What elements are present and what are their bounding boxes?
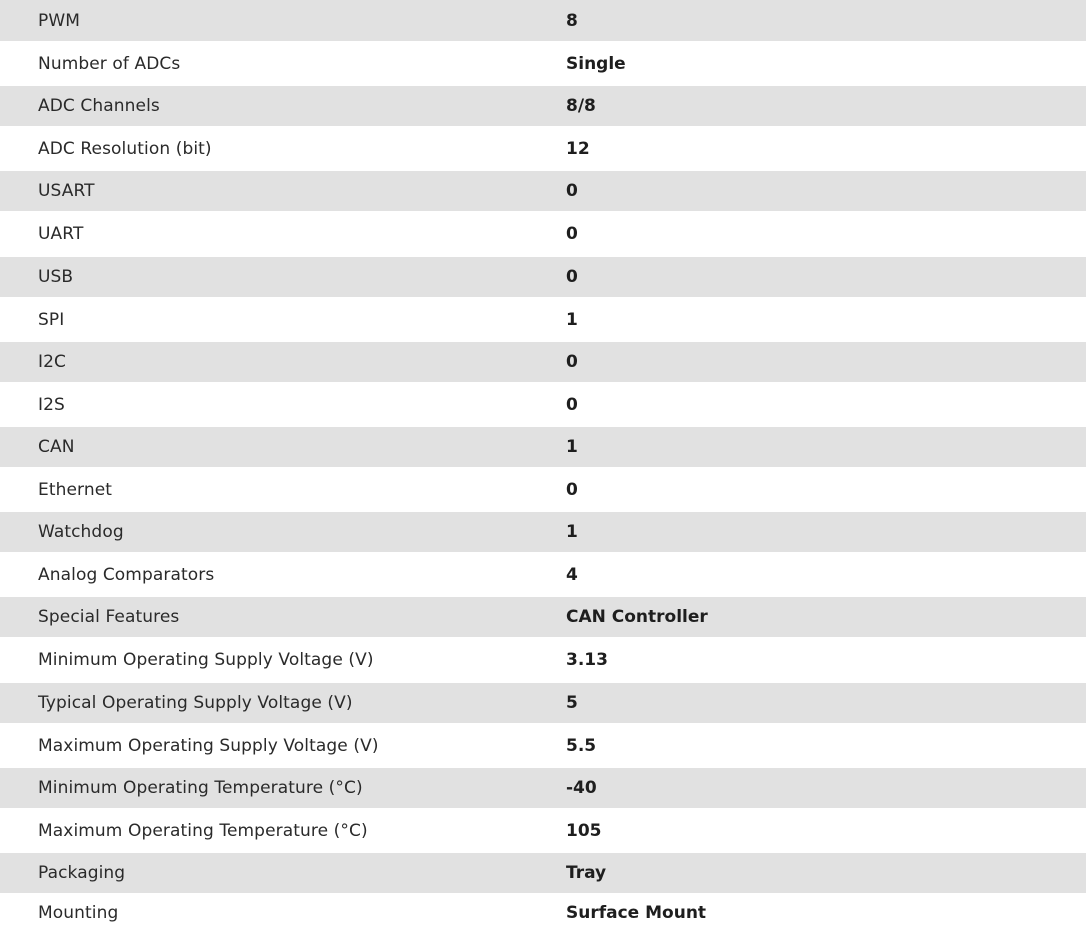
- spec-label: I2S: [38, 394, 65, 415]
- spec-row: [0, 0, 1086, 41]
- spec-value: 12: [566, 138, 590, 159]
- spec-value: 0: [566, 394, 578, 415]
- spec-row: [0, 342, 1086, 382]
- spec-value: 4: [566, 564, 578, 585]
- spec-value: 0: [566, 479, 578, 500]
- spec-label: Analog Comparators: [38, 564, 215, 585]
- spec-row: [0, 808, 1086, 853]
- spec-value: 5.5: [566, 735, 597, 756]
- spec-label: ADC Channels: [38, 96, 160, 116]
- spec-label: Typical Operating Supply Voltage (V): [38, 693, 353, 713]
- spec-label: PWM: [38, 10, 81, 31]
- spec-label: CAN: [38, 437, 75, 457]
- spec-label: Packaging: [38, 863, 126, 883]
- spec-value: 0: [566, 352, 578, 372]
- spec-value: 1: [566, 309, 578, 330]
- spec-row: [0, 512, 1086, 552]
- spec-label: Maximum Operating Temperature (°C): [38, 820, 368, 841]
- spec-value: 1: [566, 437, 578, 457]
- spec-row: [0, 853, 1086, 893]
- spec-value: 3.13: [566, 650, 608, 670]
- spec-value: Single: [566, 53, 626, 74]
- spec-row: [0, 637, 1086, 683]
- spec-value: 0: [566, 267, 578, 287]
- spec-label: SPI: [38, 309, 65, 330]
- spec-label: Ethernet: [38, 479, 113, 500]
- spec-value: 8/8: [566, 96, 596, 116]
- spec-row: [0, 382, 1086, 427]
- spec-value: 0: [566, 181, 578, 201]
- spec-row: [0, 597, 1086, 637]
- spec-label: Minimum Operating Temperature (°C): [38, 778, 363, 798]
- spec-value: 105: [566, 820, 602, 841]
- spec-value: Surface Mount: [566, 903, 707, 923]
- spec-row: [0, 683, 1086, 723]
- spec-value: Tray: [566, 863, 607, 883]
- spec-label: Mounting: [38, 903, 119, 923]
- spec-row: [0, 41, 1086, 86]
- spec-value: 1: [566, 522, 578, 542]
- spec-value: -40: [566, 778, 597, 798]
- spec-value: 8: [566, 10, 578, 31]
- spec-row: [0, 126, 1086, 171]
- spec-row: [0, 211, 1086, 257]
- spec-label: USB: [38, 267, 74, 287]
- spec-label: USART: [38, 181, 95, 201]
- spec-label: Watchdog: [38, 522, 124, 542]
- spec-value: CAN Controller: [566, 607, 708, 627]
- spec-row: [0, 257, 1086, 297]
- spec-row: [0, 427, 1086, 467]
- spec-row: [0, 723, 1086, 768]
- spec-label: UART: [38, 224, 84, 244]
- spec-label: Maximum Operating Supply Voltage (V): [38, 735, 379, 756]
- spec-value: 0: [566, 224, 578, 244]
- spec-label: Minimum Operating Supply Voltage (V): [38, 650, 374, 670]
- spec-row: [0, 467, 1086, 512]
- spec-value: 5: [566, 693, 578, 713]
- spec-row: [0, 893, 1086, 933]
- spec-row: [0, 768, 1086, 808]
- spec-label: I2C: [38, 352, 66, 372]
- spec-row: [0, 297, 1086, 342]
- spec-row: [0, 171, 1086, 211]
- spec-label: ADC Resolution (bit): [38, 138, 212, 159]
- spec-label: Number of ADCs: [38, 53, 181, 74]
- spec-label: Special Features: [38, 607, 180, 627]
- spec-row: [0, 552, 1086, 597]
- spec-row: [0, 86, 1086, 126]
